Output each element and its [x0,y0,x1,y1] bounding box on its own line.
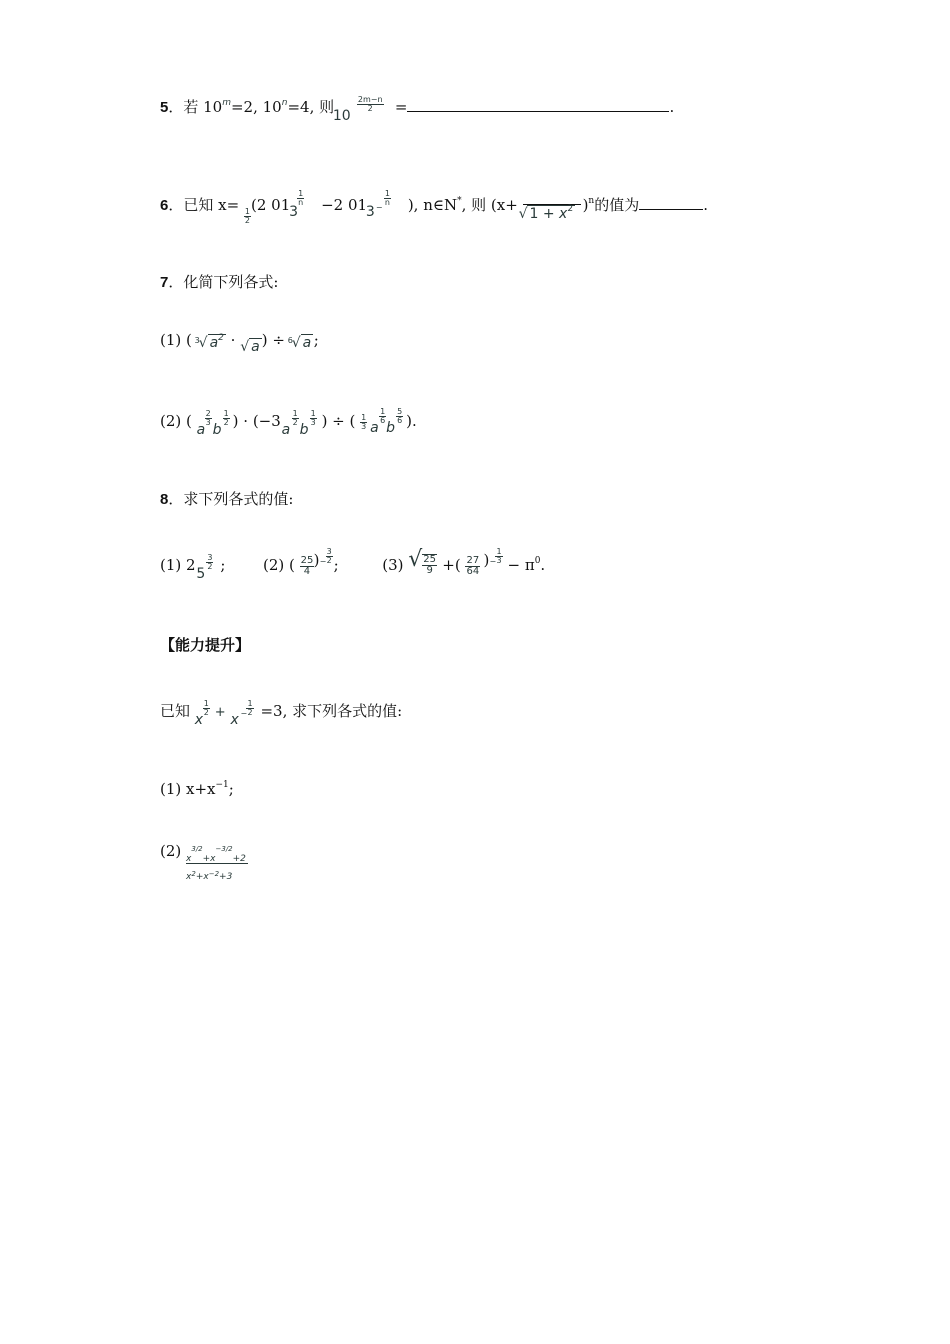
question-text: ．求下列各式的值: [168,490,294,508]
exponent: 0 [534,556,541,566]
fraction-expression: $\frac{x^{3/2}+x^{-3/2}+2}{x^2+x^{-2}+3}$ [186,841,250,881]
power-expression: a $\frac{1}{2}$ b $\frac{1}{3}$ [281,409,316,438]
question-8-parts [160,547,546,582]
question-7-title [160,272,278,293]
part-label: (3) [382,556,404,574]
power-expression: 10 $\frac{2m-n}{2}$ [332,95,383,124]
ability-part-1 [160,779,234,799]
question-text: =3, 求下列各式的值: [260,702,403,720]
sqrt-expression: √ $1 + x^2$ [523,190,583,210]
punctuation: ; [313,331,319,349]
question-text: −2 01 [321,196,368,214]
punctuation: ; [220,556,226,574]
exponent: m [222,98,231,108]
sqrt-expression: √ $\frac{25}{9}$ [408,547,437,576]
ability-given: 已知 x $\frac{1}{2}$ + x − $\frac{1}{2}$ =3, 求下列各式的值: [160,696,402,723]
operator: ) ÷ ( [321,412,356,430]
sixth-root-expression: 6 √ a [287,335,312,351]
question-5 [160,92,675,124]
question-text: ), n∈N [407,196,458,214]
exponent: −1 [215,780,229,790]
punctuation: ; [228,780,234,798]
exponent: n [281,98,288,108]
fraction: $\frac{1}{2}$ [244,206,251,225]
question-text: ) [582,196,589,214]
power-expression: $\frac{27}{64}$ ) − $\frac{1}{3}$ [466,547,502,577]
question-text: . [703,196,709,214]
question-text: ．化简下列各式: [168,273,279,291]
operator: − π [507,556,535,574]
part-label: (2) ( [160,412,192,430]
question-number: 5 [160,99,169,116]
question-number: 7 [160,274,169,291]
question-number: 8 [160,491,169,508]
punctuation: ; [333,556,339,574]
question-text: 已知 [160,702,191,720]
question-text: =2, 10 [230,98,282,116]
question-text: =4, 则 [287,98,335,116]
operator: · [230,331,236,349]
exponent: * [457,196,462,206]
question-text: , 则 (x+ [461,196,518,214]
punctuation: ). [406,412,417,430]
part-label: (2) [160,842,182,860]
question-text: ．已知 x= [168,196,240,214]
part-label: (1) x+x [160,780,216,798]
part-label: (1) ( [160,331,192,349]
power-expression: 5 $\frac{3}{2}$ [196,553,213,582]
question-text: = [394,98,408,116]
question-8-title [160,489,293,510]
cube-root-expression: 3 √ $a^2$ [194,333,224,351]
power-expression: x − $\frac{1}{2}$ [230,699,253,728]
section-title [160,635,250,655]
sqrt-expression: √ a [240,339,260,355]
question-6 [160,189,709,225]
punctuation: . [540,556,546,574]
ability-part-2 [160,841,250,881]
operator: ) · (−3 [232,412,281,430]
operator: +( [442,556,461,574]
answer-blank[interactable] [639,195,703,210]
answer-blank[interactable] [407,97,669,112]
part-label: (1) 2 [160,556,196,574]
power-expression: 3 $\frac{1}{n}$ [289,189,304,220]
question-7-part-1 [160,325,319,355]
power-expression: a $\frac{2}{3}$ b $\frac{1}{2}$ [196,409,229,438]
exponent: n [588,196,595,206]
operator: ) ÷ [261,331,285,349]
power-expression: 3 − $\frac{1}{n}$ [365,189,390,220]
question-number: 6 [160,197,169,214]
power-expression: $\frac{1}{3}$ a $\frac{1}{6}$ b $\frac{5}{6}$ [361,407,403,436]
question-7-part-2 [160,406,417,438]
question-text: 的值为 [594,196,640,214]
power-expression: x $\frac{1}{2}$ [194,699,209,728]
part-label: (2) ( [262,556,295,574]
section-heading: 【能力提升】 [160,636,251,654]
question-text: ．若 10 [168,98,223,116]
power-expression: $\frac{25}{4}$ ) − $\frac{3}{2}$ [300,547,332,577]
question-text: . [669,98,675,116]
question-text: (2 01 [251,196,291,214]
